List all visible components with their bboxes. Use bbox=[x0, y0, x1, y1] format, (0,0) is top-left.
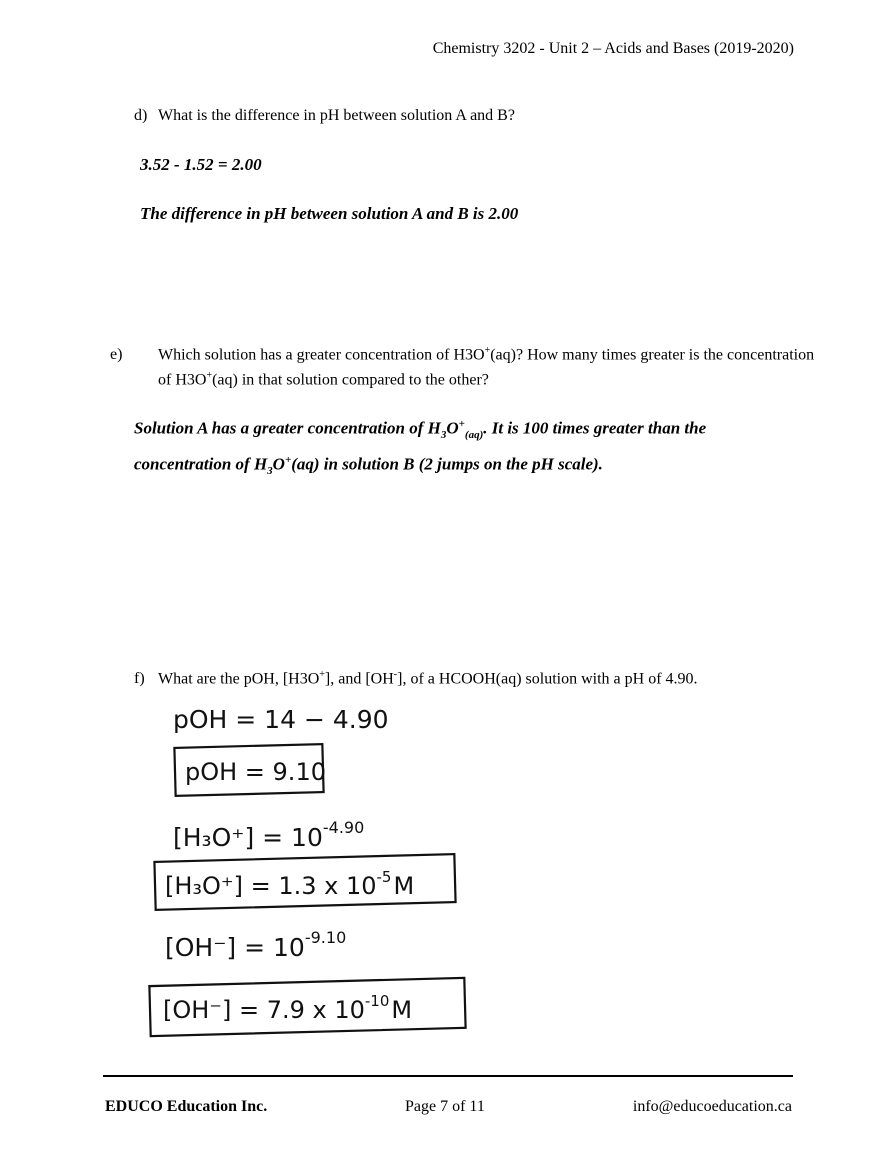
work-h3o-result-exp: -5 bbox=[376, 868, 392, 886]
answer-e-text-5: (aq) in solution B (2 jumps on the pH scale). bbox=[291, 454, 603, 474]
footer-email: info@educoeducation.ca bbox=[632, 1098, 792, 1115]
question-d-label: d) bbox=[134, 107, 148, 124]
answer-d-calculation: 3.52 - 1.52 = 2.00 bbox=[140, 155, 262, 174]
question-f-sup-2: - bbox=[393, 669, 398, 680]
question-e-label: e) bbox=[110, 346, 123, 364]
answer-e-sup-plus-b: + bbox=[284, 454, 292, 467]
work-line-poh-result: pOH = 9.10 bbox=[185, 758, 326, 786]
question-e-text-2: (aq)? How many times greater is the concentration of H3O bbox=[158, 346, 815, 389]
work-line-h3o-result bbox=[165, 868, 414, 900]
work-oh-result-exp: -10 bbox=[364, 992, 390, 1010]
work-oh-result-unit: M bbox=[391, 996, 413, 1024]
question-e-text-3: (aq) in that solution compared to the other? bbox=[212, 371, 489, 389]
work-line-poh-calc: pOH = 14 − 4.90 bbox=[173, 705, 389, 734]
work-h3o-expr-base: [H₃O⁺] = 10 bbox=[173, 823, 323, 852]
question-f-label: f) bbox=[134, 670, 145, 688]
handwritten-work bbox=[125, 698, 535, 1058]
question-d-text: What is the difference in pH between solution A and B? bbox=[158, 107, 515, 124]
work-oh-expr-exp: -9.10 bbox=[304, 928, 347, 947]
work-h3o-result-unit: M bbox=[393, 872, 415, 900]
answer-e-sup-plus: + bbox=[458, 418, 465, 430]
work-h3o-expr-exp: -4.90 bbox=[322, 818, 365, 837]
work-oh-expr-base: [OH⁻] = 10 bbox=[165, 933, 305, 962]
work-line-h3o-expr bbox=[173, 818, 364, 852]
question-d bbox=[134, 105, 515, 126]
answer-e-text-2: O bbox=[446, 418, 459, 438]
question-f-text-2: ], and [OH bbox=[324, 670, 394, 688]
question-f-text-3: ], of a HCOOH(aq) solution with a pH of 4.90. bbox=[397, 670, 698, 688]
work-line-oh-result bbox=[163, 992, 412, 1024]
answer-e-text-1: Solution A has a greater concentration of H bbox=[134, 418, 441, 438]
work-h3o-result-base: [H₃O⁺] = 1.3 x 10 bbox=[165, 872, 377, 900]
answer-e bbox=[134, 412, 794, 484]
question-f-text-1: What are the pOH, [H3O bbox=[158, 670, 320, 688]
answer-e-sub-3b: 3 bbox=[267, 465, 273, 478]
question-e-sup-2: + bbox=[206, 370, 213, 382]
footer-page-number: Page 7 of 11 bbox=[405, 1098, 485, 1115]
work-line-oh-expr bbox=[165, 928, 346, 962]
document-header: Chemistry 3202 - Unit 2 – Acids and Bases (2019-2020) bbox=[432, 40, 794, 57]
footer-company: EDUCO Education Inc. bbox=[105, 1098, 268, 1115]
question-f bbox=[134, 664, 698, 689]
answer-d-statement: The difference in pH between solution A and B is 2.00 bbox=[140, 204, 519, 223]
question-e-text-1: Which solution has a greater concentration of H3O bbox=[158, 346, 485, 364]
answer-e-text-3: . It is 100 times greater than the concentration of H bbox=[134, 418, 707, 474]
answer-e-sub-aq: (aq) bbox=[464, 429, 484, 442]
work-oh-result-base: [OH⁻] = 7.9 x 10 bbox=[163, 996, 365, 1024]
question-e bbox=[110, 340, 818, 391]
question-f-sup-1: + bbox=[319, 669, 325, 680]
question-e-sup-1: + bbox=[484, 345, 491, 356]
answer-e-sub-3: 3 bbox=[440, 429, 447, 442]
footer-divider bbox=[103, 1075, 793, 1077]
answer-e-text-4: O bbox=[272, 454, 285, 474]
